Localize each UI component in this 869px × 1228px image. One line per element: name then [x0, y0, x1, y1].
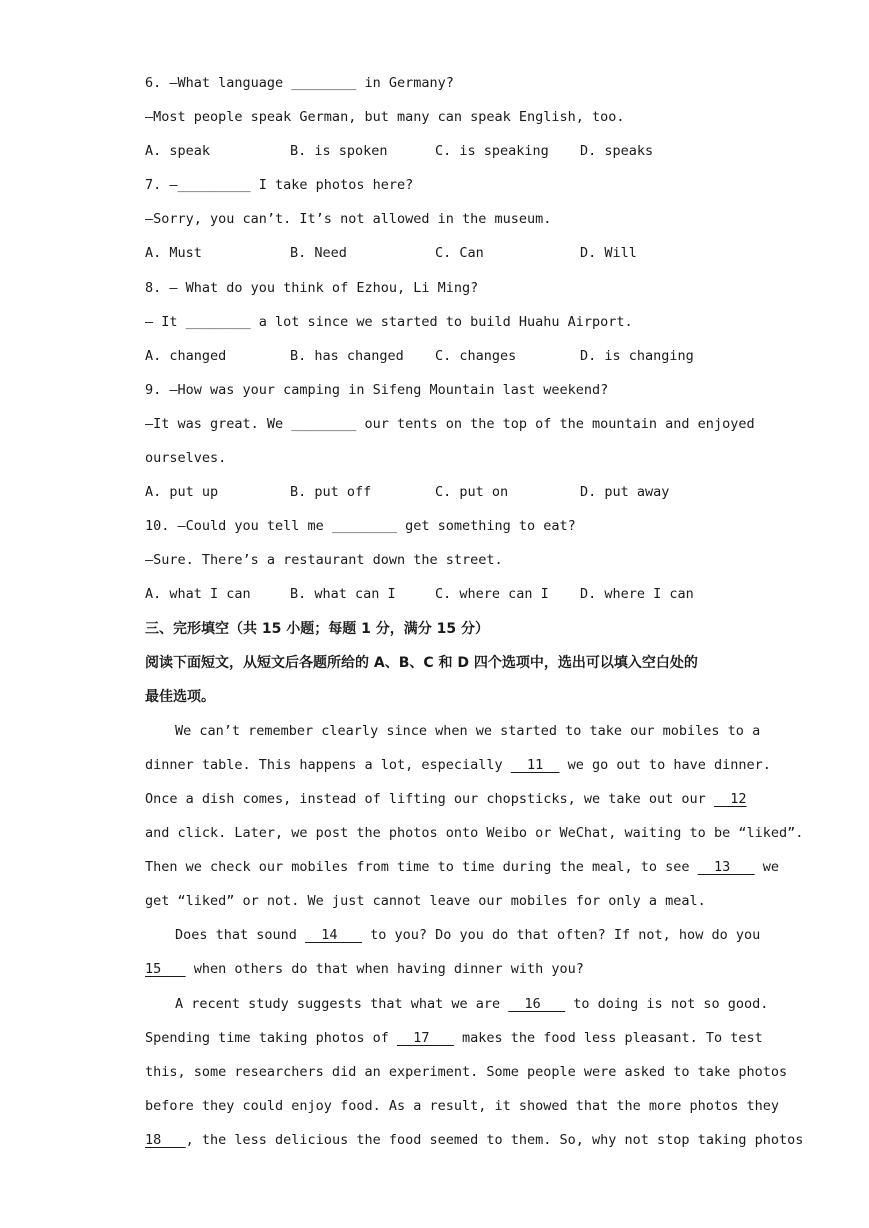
passage-line: [145, 987, 769, 1021]
option-d[interactable]: D. is changing: [580, 347, 694, 364]
passage-line: before they could enjoy food. As a result, it showed that the more photos they: [145, 1097, 779, 1114]
blank-15[interactable]: 15: [145, 961, 186, 978]
passage-text: A recent study suggests that what we are: [175, 995, 509, 1012]
section-instruction-line-1: 阅读下面短文，从短文后各题所给的 A、B、C 和 D 四个选项中，选出可以填入空白处的: [145, 654, 698, 671]
blank-13[interactable]: 13: [697, 859, 755, 876]
section-title: 三、完形填空（共 15 小题；每题 1 分，满分 15 分）: [145, 620, 489, 637]
option-c[interactable]: C. is speaking: [435, 143, 549, 160]
passage-text: Then we check our mobiles from time to time during the meal, to see: [145, 859, 698, 876]
passage-text: to you? Do you do that often? If not, how do you: [361, 927, 761, 944]
passage-text: Once a dish comes, instead of lifting our chopsticks, we take out our: [145, 790, 714, 807]
option-d[interactable]: D. where I can: [580, 586, 694, 603]
blank-18[interactable]: 18: [145, 1131, 186, 1148]
question-7-options: [145, 236, 725, 270]
option-c[interactable]: C. put on: [435, 484, 509, 501]
blank-12[interactable]: 12: [713, 790, 747, 807]
passage-text: Does that sound: [175, 927, 306, 944]
passage-text: Spending time taking photos of: [145, 1029, 397, 1046]
question-9-options: [145, 475, 725, 509]
option-b[interactable]: B. Need: [290, 245, 347, 262]
blank-11[interactable]: 11: [510, 756, 560, 773]
option-b[interactable]: B. is spoken: [290, 143, 388, 160]
question-8-options: [145, 339, 725, 373]
option-a[interactable]: A. changed: [145, 347, 227, 364]
passage-line: We can’t remember clearly since when we started to take our mobiles to a: [175, 722, 761, 739]
passage-text: we: [754, 859, 779, 876]
passage-line: [145, 918, 761, 952]
question-10-answer: —Sure. There’s a restaurant down the street.: [145, 552, 503, 569]
question-10-prompt: 10. —Could you tell me ________ get something to eat?: [145, 518, 576, 535]
option-b[interactable]: B. has changed: [290, 347, 404, 364]
option-d[interactable]: D. speaks: [580, 143, 654, 160]
exam-page: [145, 66, 804, 1157]
option-d[interactable]: D. Will: [580, 245, 637, 262]
question-7-answer: —Sorry, you can’t. It’s not allowed in the museum.: [145, 211, 552, 228]
question-9-prompt: 9. —How was your camping in Sifeng Mountain last weekend?: [145, 381, 609, 398]
option-c[interactable]: C. Can: [435, 245, 484, 262]
passage-text: to doing is not so good.: [565, 995, 769, 1012]
question-8-answer: — It ________ a lot since we started to build Huahu Airport.: [145, 313, 633, 330]
section-instruction-line-2: 最佳选项。: [145, 688, 215, 705]
passage-line: get “liked” or not. We just cannot leave our mobiles for only a meal.: [145, 893, 706, 910]
option-b[interactable]: B. what can I: [290, 586, 396, 603]
question-6-prompt: 6. —What language ________ in Germany?: [145, 75, 454, 91]
passage-line: [145, 782, 747, 816]
question-8-prompt: 8. — What do you think of Ezhou, Li Ming?: [145, 279, 479, 296]
question-6-answer: —Most people speak German, but many can speak English, too.: [145, 109, 625, 126]
passage-line: [145, 850, 779, 884]
blank-17[interactable]: 17: [396, 1029, 454, 1046]
passage-line: and click. Later, we post the photos onto Weibo or WeChat, waiting to be “liked”.: [145, 825, 804, 842]
question-9-answer-line-2: ourselves.: [145, 450, 227, 467]
passage-line: this, some researchers did an experiment. Some people were asked to take photos: [145, 1063, 788, 1080]
blank-14[interactable]: 14: [305, 927, 362, 944]
question-9-answer-line-1: —It was great. We ________ our tents on the top of the mountain and enjoyed: [145, 415, 755, 432]
blank-16[interactable]: 16: [508, 995, 566, 1012]
passage-text: dinner table. This happens a lot, especially: [145, 756, 511, 773]
passage-text: when others do that when having dinner with you?: [185, 961, 584, 978]
option-c[interactable]: C. changes: [435, 347, 517, 364]
option-a[interactable]: A. speak: [145, 143, 211, 160]
passage-line: [145, 1021, 763, 1055]
option-b[interactable]: B. put off: [290, 484, 372, 501]
option-d[interactable]: D. put away: [580, 484, 670, 501]
question-10-options: [145, 577, 725, 611]
passage-line: [145, 748, 771, 782]
passage-text: , the less delicious the food seemed to them. So, why not stop taking photos: [185, 1131, 804, 1148]
option-a[interactable]: A. put up: [145, 484, 219, 501]
passage-line: [145, 952, 725, 986]
question-6-options: [145, 134, 725, 168]
option-a[interactable]: A. what I can: [145, 586, 251, 603]
question-7-prompt: 7. —_________ I take photos here?: [145, 177, 414, 194]
passage-text: makes the food less pleasant. To test: [453, 1029, 763, 1046]
passage-text: we go out to have dinner.: [559, 756, 771, 773]
option-c[interactable]: C. where can I: [435, 586, 549, 603]
option-a[interactable]: A. Must: [145, 245, 202, 262]
passage-line: [145, 1123, 804, 1157]
